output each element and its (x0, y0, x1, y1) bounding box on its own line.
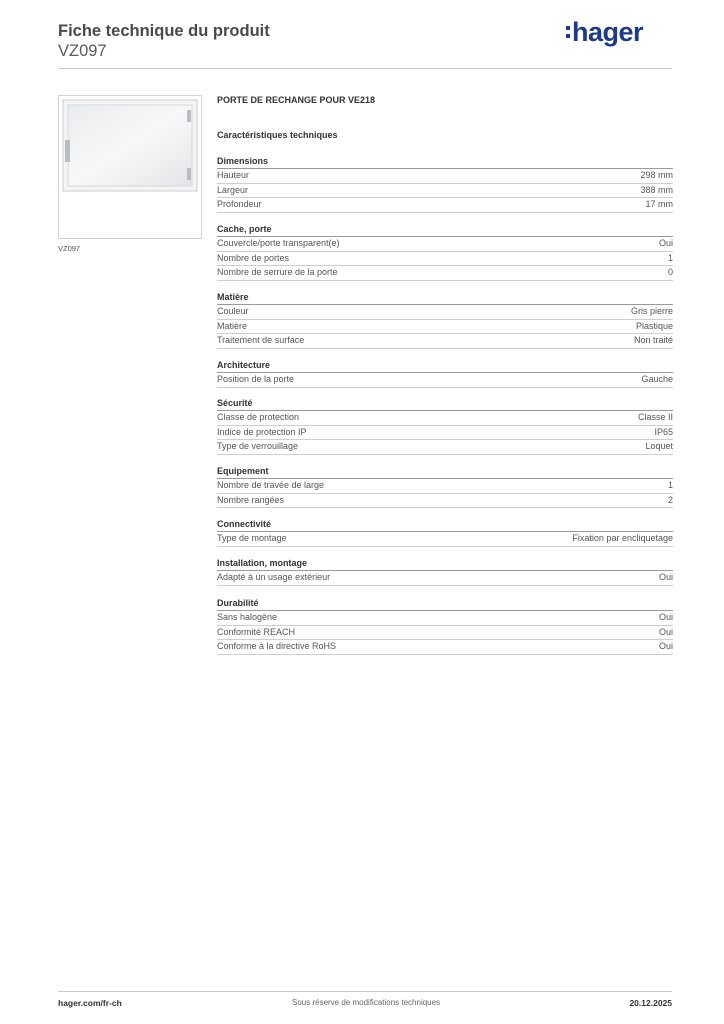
spec-row (217, 320, 673, 335)
spec-label: Indice de protection IP (217, 426, 307, 437)
section-title: Durabilité (217, 597, 673, 611)
spec-value: Oui (658, 612, 673, 622)
spec-label: Nombre de travée de large (217, 480, 325, 490)
spec-value: Loquet (645, 441, 673, 451)
section-title: Matière (217, 291, 673, 305)
spec-label: Nombre rangées (217, 494, 285, 505)
section-title: Dimensions (217, 155, 673, 169)
door-illustration-icon (59, 96, 201, 238)
spec-row (217, 305, 673, 320)
spec-label: Position de la porte (217, 374, 295, 384)
footer-website-link[interactable]: hager.com/fr-ch (58, 998, 122, 1008)
image-caption: VZ097 (58, 244, 81, 253)
spec-value: IP65 (654, 426, 673, 437)
section-architecture (217, 359, 673, 388)
spec-label: Type de verrouillage (217, 441, 299, 451)
spec-value: Plastique (635, 320, 673, 331)
spec-value: Oui (658, 626, 673, 637)
section-title: Cache, porte (217, 223, 673, 237)
characteristics-title: Caractéristiques techniques (217, 130, 338, 140)
spec-value: 1 (667, 252, 673, 263)
spec-label: Couvercle/porte transparent(e) (217, 238, 340, 248)
product-image (58, 95, 202, 239)
section-matiere (217, 291, 673, 349)
spec-label: Nombre de serrure de la porte (217, 267, 338, 277)
section-installation-montage (217, 557, 673, 586)
spec-row (217, 198, 673, 213)
document-header (58, 21, 270, 61)
spec-row (217, 237, 673, 252)
footer-divider (58, 991, 672, 992)
spec-row (217, 479, 673, 494)
spec-row (217, 532, 673, 547)
logo-text: hager (572, 17, 644, 47)
spec-row (217, 640, 673, 655)
spec-row (217, 252, 673, 267)
spec-label: Type de montage (217, 533, 287, 543)
spec-row (217, 611, 673, 626)
spec-value: Oui (658, 572, 673, 582)
spec-label: Conformité REACH (217, 626, 296, 637)
spec-value: Classe II (637, 412, 673, 422)
spec-value: 388 mm (640, 184, 673, 195)
section-title: Equipement (217, 465, 673, 479)
logo-dots-icon (566, 26, 570, 38)
spec-label: Profondeur (217, 199, 262, 209)
spec-row (217, 169, 673, 184)
spec-label: Adapté à un usage extérieur (217, 572, 331, 582)
product-reference: VZ097 (58, 42, 107, 60)
spec-row (217, 411, 673, 426)
hager-logo (566, 17, 643, 47)
section-title: Installation, montage (217, 557, 673, 571)
spec-row (217, 373, 673, 388)
spec-value: Oui (658, 238, 673, 248)
spec-label: Nombre de portes (217, 252, 290, 263)
spec-value: Gauche (641, 374, 673, 384)
spec-value: 298 mm (640, 170, 673, 180)
spec-value: Oui (658, 641, 673, 651)
spec-value: 2 (667, 494, 673, 505)
footer-date: 20.12.2025 (629, 998, 672, 1008)
section-durabilite (217, 597, 673, 655)
spec-value: 0 (667, 267, 673, 277)
spec-row (217, 334, 673, 349)
section-equipement (217, 465, 673, 508)
spec-value: 17 mm (645, 199, 673, 209)
spec-value: 1 (667, 480, 673, 490)
header-divider (58, 68, 672, 69)
product-name: PORTE DE RECHANGE POUR VE218 (217, 95, 376, 105)
section-cache-porte (217, 223, 673, 281)
section-title: Architecture (217, 359, 673, 373)
spec-value: Gris pierre (630, 306, 673, 316)
section-connectivite (217, 518, 673, 547)
section-dimensions (217, 155, 673, 213)
document-title: Fiche technique du produit (58, 22, 270, 40)
spec-row (217, 494, 673, 509)
spec-label: Classe de protection (217, 412, 300, 422)
spec-value: Fixation par encliquetage (572, 533, 673, 543)
spec-value: Non traité (633, 335, 673, 345)
spec-row (217, 440, 673, 455)
spec-row (217, 426, 673, 441)
spec-label: Traitement de surface (217, 335, 305, 345)
spec-label: Matière (217, 320, 248, 331)
spec-row (217, 571, 673, 586)
section-title: Connectivité (217, 518, 673, 532)
section-securite (217, 397, 673, 455)
spec-label: Sans halogène (217, 612, 278, 622)
spec-row (217, 184, 673, 199)
spec-row (217, 626, 673, 641)
footer-notice: Sous réserve de modifications techniques (292, 998, 441, 1007)
section-title: Sécurité (217, 397, 673, 411)
spec-label: Hauteur (217, 170, 250, 180)
spec-row (217, 266, 673, 281)
spec-label: Couleur (217, 306, 249, 316)
spec-label: Largeur (217, 184, 249, 195)
spec-label: Conforme à la directive RoHS (217, 641, 337, 651)
